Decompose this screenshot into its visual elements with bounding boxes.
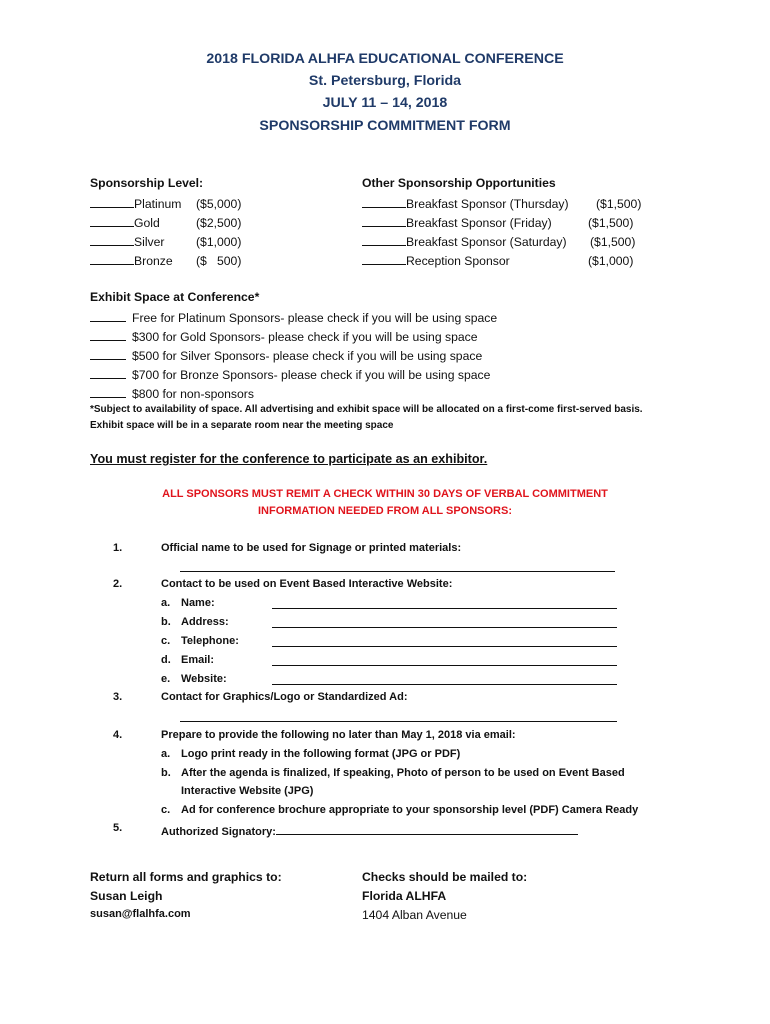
- sub-letter: a.: [161, 748, 171, 760]
- checks-address: 1404 Alban Avenue: [362, 908, 467, 922]
- blank-line[interactable]: [90, 233, 134, 246]
- contact-address-label: Address:: [181, 616, 229, 628]
- list-number: 5.: [113, 822, 123, 834]
- blank-line[interactable]: [362, 252, 406, 265]
- list-number: 3.: [113, 691, 123, 703]
- item-4-sub-a: Logo print ready in the following format (JPG or PDF): [181, 748, 461, 760]
- blank-line[interactable]: [90, 309, 126, 322]
- sub-letter: b.: [161, 767, 171, 779]
- item-3-label: Contact for Graphics/Logo or Standardized Ad:: [161, 691, 408, 703]
- blank-line[interactable]: [90, 252, 134, 265]
- opportunity-row[interactable]: Breakfast Sponsor (Saturday) ($1,500): [362, 233, 635, 249]
- register-notice: You must register for the conference to participate as an exhibitor.: [90, 452, 488, 466]
- return-name: Susan Leigh: [90, 889, 163, 903]
- contact-website-label: Website:: [181, 673, 227, 685]
- sponsorship-level-heading: Sponsorship Level:: [90, 176, 204, 190]
- exhibit-heading: Exhibit Space at Conference*: [90, 290, 260, 304]
- sub-letter: e.: [161, 673, 171, 685]
- item-4-sub-b: After the agenda is finalized, If speaking, Photo of person to be used on Event Based: [181, 767, 625, 779]
- exhibit-row[interactable]: $800 for non-sponsors: [90, 385, 254, 401]
- title-line-3: JULY 11 – 14, 2018: [322, 95, 448, 111]
- remit-notice-1: ALL SPONSORS MUST REMIT A CHECK WITHIN 30 DAYS OF VERBAL COMMITMENT: [162, 488, 608, 500]
- blank-line[interactable]: [362, 214, 406, 227]
- blank-line[interactable]: [90, 385, 126, 398]
- exhibit-row[interactable]: $300 for Gold Sponsors- please check if you will be using space: [90, 328, 478, 344]
- item-4-sub-c: Ad for conference brochure appropriate to your sponsorship level (PDF) Camera Ready: [181, 804, 639, 816]
- opportunity-row[interactable]: Breakfast Sponsor (Friday) ($1,500): [362, 214, 633, 230]
- opportunity-row[interactable]: Reception Sponsor ($1,000): [362, 252, 633, 268]
- remit-notice-2: INFORMATION NEEDED FROM ALL SPONSORS:: [257, 505, 513, 517]
- other-opportunities-heading: Other Sponsorship Opportunities: [362, 176, 556, 190]
- exhibit-row[interactable]: $700 for Bronze Sponsors- please check if you will be using space: [90, 366, 490, 382]
- blank-line[interactable]: [90, 347, 126, 360]
- checks-org: Florida ALHFA: [362, 889, 447, 903]
- contact-name-line[interactable]: [272, 596, 617, 612]
- item-4-sub-b-cont: Interactive Website (JPG): [181, 785, 314, 797]
- blank-line[interactable]: [362, 233, 406, 246]
- item-4-label: Prepare to provide the following no later than May 1, 2018 via email:: [161, 729, 516, 741]
- contact-email-label: Email:: [181, 654, 215, 666]
- exhibit-note-2: Exhibit space will be in a separate room near the meeting space: [90, 420, 394, 431]
- blank-line[interactable]: [362, 195, 406, 208]
- sub-letter: d.: [161, 654, 171, 666]
- opportunity-row[interactable]: Breakfast Sponsor (Thursday) ($1,500): [362, 195, 641, 211]
- blank-line[interactable]: [90, 195, 134, 208]
- list-number: 2.: [113, 578, 123, 590]
- contact-telephone-label: Telephone:: [181, 635, 239, 647]
- sub-letter: a.: [161, 597, 171, 609]
- title-line-1: 2018 FLORIDA ALHFA EDUCATIONAL CONFERENCE: [206, 51, 564, 67]
- return-heading: Return all forms and graphics to:: [90, 870, 282, 884]
- sub-letter: b.: [161, 616, 171, 628]
- exhibit-note-1: *Subject to availability of space. All advertising and exhibit space will be allocated on a first-come first-served basis.: [90, 404, 643, 415]
- title-line-4: SPONSORSHIP COMMITMENT FORM: [259, 118, 511, 134]
- checks-heading: Checks should be mailed to:: [362, 870, 528, 884]
- contact-address-line[interactable]: [272, 615, 617, 631]
- blank-line[interactable]: [90, 214, 134, 227]
- contact-telephone-line[interactable]: [272, 634, 617, 650]
- authorized-signatory-line[interactable]: [276, 822, 578, 835]
- contact-website-line[interactable]: [272, 672, 617, 688]
- sponsorship-level-row[interactable]: Silver ($1,000): [90, 233, 241, 249]
- sponsorship-level-row[interactable]: Bronze ($ 500): [90, 252, 241, 268]
- signage-name-line[interactable]: [180, 559, 615, 575]
- return-email: susan@flalhfa.com: [90, 908, 191, 920]
- contact-email-line[interactable]: [272, 653, 617, 669]
- item-5-label: Authorized Signatory:: [161, 822, 578, 838]
- item-1-label: Official name to be used for Signage or printed materials:: [161, 542, 462, 554]
- title-line-2: St. Petersburg, Florida: [308, 73, 462, 89]
- list-number: 4.: [113, 729, 123, 741]
- blank-line[interactable]: [90, 366, 126, 379]
- graphics-contact-line[interactable]: [180, 709, 617, 725]
- sub-letter: c.: [161, 635, 171, 647]
- sponsorship-level-row[interactable]: Platinum ($5,000): [90, 195, 241, 211]
- sponsorship-level-row[interactable]: Gold ($2,500): [90, 214, 241, 230]
- exhibit-row[interactable]: Free for Platinum Sponsors- please check if you will be using space: [90, 309, 497, 325]
- item-2-label: Contact to be used on Event Based Interactive Website:: [161, 578, 453, 590]
- list-number: 1.: [113, 542, 123, 554]
- blank-line[interactable]: [90, 328, 126, 341]
- exhibit-row[interactable]: $500 for Silver Sponsors- please check if you will be using space: [90, 347, 482, 363]
- sub-letter: c.: [161, 804, 171, 816]
- contact-name-label: Name:: [181, 597, 215, 609]
